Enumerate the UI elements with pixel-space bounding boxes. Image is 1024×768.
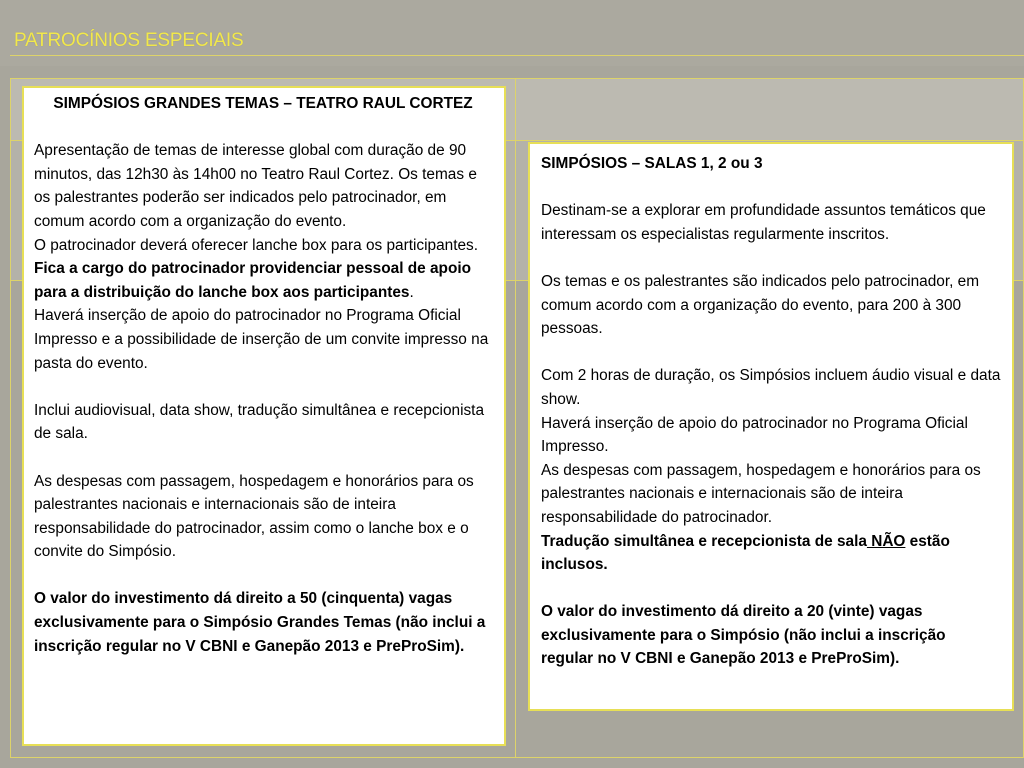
left-card-paragraph: Haverá inserção de apoio do patrocinador no Programa Oficial Impresso e a possibilidade de inserção de um convite impresso na pasta do evento. [34,307,489,372]
text-span: . [409,283,414,301]
right-card-paragraph: Destinam-se a explorar em profundidade assuntos temáticos que interessam os especialistas regularmente inscritos. [541,202,986,243]
title-underline [10,55,1024,56]
bold-text: Tradução simultânea e recepcionista de sala [541,532,867,550]
spacer [34,375,492,399]
right-card-paragraph: As despesas com passagem, hospedagem e honorários para os palestrantes nacionais e internacionais são de inteira responsabilidade do patrocinador. [541,461,981,526]
spacer [34,564,492,588]
left-card [22,86,506,746]
spacer [34,116,492,140]
spacer [541,176,1002,200]
divider-line [10,78,1024,79]
spacer [541,341,1002,365]
left-card-paragraph: As despesas com passagem, hospedagem e honorários para os palestrantes nacionais e internacionais são de inteira responsabilidade do patrocinador, assim como o lanche box e o convite do Simpósio. [34,472,474,561]
spacer [541,577,1002,601]
right-card-investment-note: O valor do investimento dá direito a 20 (vinte) vagas exclusivamente para o Simpósio (não inclui a inscrição regular no V CBNI e Ganepão 2013 e PreProSim). [541,603,946,668]
right-card [528,142,1014,711]
right-card-paragraph: Os temas e os palestrantes são indicados pelo patrocinador, em comum acordo com a organização do evento, para 200 à 300 pessoas. [541,272,980,338]
right-card-heading: SIMPÓSIOS – SALAS 1, 2 ou 3 [541,155,763,172]
slide-title: PATROCÍNIOS ESPECIAIS [14,30,244,51]
spacer [34,446,492,470]
bold-text: Fica a cargo do patrocinador providenciar pessoal de apoio para a distribuição do lanche box aos participantes [34,260,472,301]
left-card-paragraph [34,234,492,305]
right-card-paragraph: Com 2 horas de duração, os Simpósios incluem áudio visual e data show. [541,367,1001,408]
divider-line [10,757,1024,758]
divider-line [10,78,11,758]
left-card-paragraph: Apresentação de temas de interesse global com duração de 90 minutos, das 12h30 às 14h00 no Teatro Raul Cortez. Os temas e os palestrantes poderão ser indicados pelo patrocinador, em comum acordo com a organização do evento. [34,142,477,230]
right-card-paragraph [541,530,1002,577]
text-span: O patrocinador deverá oferecer lanche box para os participantes. [34,236,479,254]
divider-line [515,78,516,758]
left-card-heading: SIMPÓSIOS GRANDES TEMAS – TEATRO RAUL CORTEZ [53,95,473,112]
left-card-investment-note: O valor do investimento dá direito a 50 (cinquenta) vagas exclusivamente para o Simpósio Grandes Temas (não inclui a inscrição regular no V CBNI e Ganepão 2013 e PreProSim). [34,590,486,655]
bold-text: estão inclusos. [541,532,950,574]
right-card-paragraph: Haverá inserção de apoio do patrocinador no Programa Oficial Impresso. [541,414,968,456]
spacer [541,246,1002,270]
left-card-paragraph: Inclui audiovisual, data show, tradução simultânea e recepcionista de sala. [34,401,485,443]
underlined-text: NÃO [866,532,906,550]
